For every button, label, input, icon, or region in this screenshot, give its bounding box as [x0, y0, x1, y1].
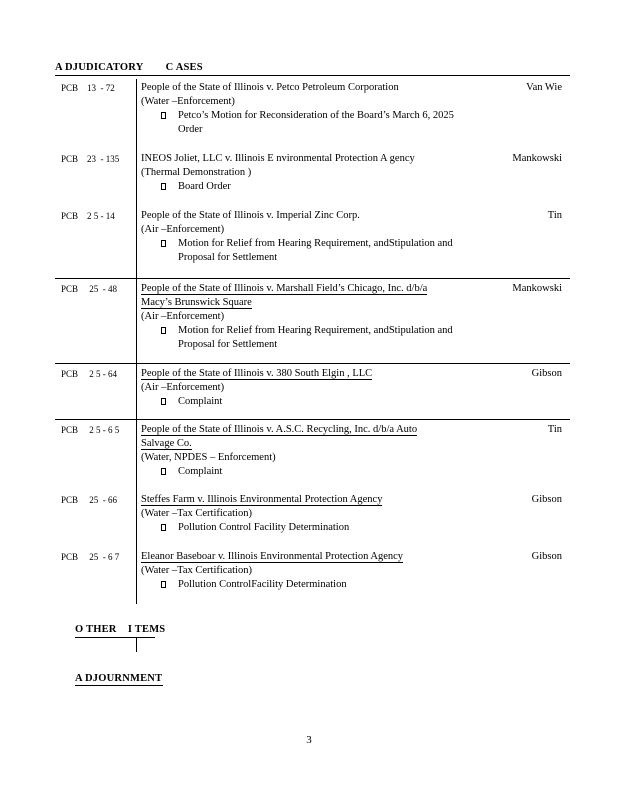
case-entry [55, 363, 570, 416]
case-number: PCB 2 5 - 14 [61, 211, 115, 221]
board-member: Gibson [531, 551, 562, 562]
checkbox-bullet-icon [161, 240, 166, 247]
case-type: (Thermal Demonstration ) [141, 167, 252, 178]
case-title [141, 550, 481, 564]
case-title-line-1: People of the State of Illinois v. 380 South Elgin , LLC [141, 368, 373, 379]
section-rule [75, 685, 163, 686]
case-items [141, 109, 481, 137]
case-number: PCB 25 - 48 [61, 284, 118, 294]
list-item [141, 465, 481, 479]
case-title-line-1: Eleanor Baseboar v. Illinois Environmental Protection Agency [141, 551, 404, 562]
item-text: Pollution Control Facility Determination [178, 522, 350, 533]
case-number: PCB 25 - 66 [61, 495, 118, 505]
list-item [141, 180, 481, 194]
case-title-line-2: Macy’s Brunswick Square [141, 297, 252, 308]
checkbox-bullet-icon [161, 112, 166, 119]
case-title-line-1: Steffes Farm v. Illinois Environmental Protection Agency [141, 494, 383, 505]
board-member: Gibson [531, 494, 562, 505]
case-items [141, 578, 481, 592]
list-item [141, 324, 481, 352]
board-member: Mankowski [512, 283, 562, 294]
board-member: Van Wie [526, 82, 562, 93]
section-heading-other-items: O THER I TEMS [75, 624, 166, 635]
page-number: 3 [306, 734, 312, 746]
case-title [141, 423, 481, 437]
case-body [141, 423, 481, 479]
item-text: Pollution ControlFacility Determination [178, 579, 347, 590]
case-type: (Water, NPDES – Enforcement) [141, 452, 276, 463]
case-title-continued [141, 296, 481, 310]
case-items [141, 237, 481, 265]
section-heading-adjudicatory-cases: A DJUDICATORY C ASES [55, 62, 203, 73]
case-number: PCB 13 - 72 [61, 83, 115, 93]
board-member: Gibson [531, 368, 562, 379]
item-text: Complaint [178, 466, 223, 477]
case-type: (Water –Tax Certification) [141, 508, 252, 519]
case-entry [55, 419, 570, 490]
case-number: PCB 2 5 - 64 [61, 369, 118, 379]
board-member: Tin [547, 210, 562, 221]
case-items [141, 324, 481, 352]
item-text: Petco’s Motion for Reconsideration of the Board’s March 6, 2025 Order [178, 110, 454, 135]
checkbox-bullet-icon [161, 398, 166, 405]
case-body [141, 81, 481, 137]
case-title: People of the State of Illinois v. Petco Petroleum Corporation [141, 82, 399, 93]
case-entry [55, 547, 570, 603]
list-item [141, 395, 481, 409]
column-divider-stub [136, 638, 137, 652]
case-type: (Air –Enforcement) [141, 382, 225, 393]
case-title [141, 493, 481, 507]
case-number: PCB 23 - 135 [61, 154, 120, 164]
case-title: People of the State of Illinois v. Imperial Zinc Corp. [141, 210, 360, 221]
case-type: (Water –Enforcement) [141, 96, 235, 107]
case-body [141, 550, 481, 592]
list-item [141, 521, 481, 535]
case-title-line-1: People of the State of Illinois v. A.S.C. Recycling, Inc. d/b/a Auto [141, 424, 418, 435]
checkbox-bullet-icon [161, 581, 166, 588]
item-text: Motion for Relief from Hearing Requirement, andStipulation and Proposal for Settlement [178, 325, 453, 350]
case-title-line-2: Salvage Co. [141, 438, 192, 449]
list-item [141, 578, 481, 592]
case-title-line-1: People of the State of Illinois v. Marshall Field’s Chicago, Inc. d/b/a [141, 283, 428, 294]
section-rule [55, 75, 570, 76]
case-entry [55, 149, 570, 207]
case-entry [55, 78, 570, 146]
case-title [141, 282, 481, 296]
case-body [141, 282, 481, 352]
case-type: (Air –Enforcement) [141, 311, 225, 322]
board-member: Mankowski [512, 153, 562, 164]
case-entry [55, 490, 570, 546]
case-body [141, 152, 481, 194]
case-type: (Air –Enforcement) [141, 224, 225, 235]
case-entry [55, 206, 570, 276]
case-items [141, 395, 481, 409]
case-number: PCB 25 - 6 7 [61, 552, 120, 562]
item-text: Board Order [178, 181, 231, 192]
case-title: INEOS Joliet, LLC v. Illinois E nvironmental Protection A gency [141, 153, 415, 164]
case-title [141, 367, 481, 381]
case-body [141, 493, 481, 535]
board-member: Tin [547, 424, 562, 435]
case-body [141, 367, 481, 409]
case-items [141, 465, 481, 479]
section-rule [75, 637, 155, 638]
case-title-continued [141, 437, 481, 451]
case-items [141, 521, 481, 535]
case-entry [55, 278, 570, 361]
item-text: Complaint [178, 396, 223, 407]
case-type: (Water –Tax Certification) [141, 565, 252, 576]
checkbox-bullet-icon [161, 327, 166, 334]
checkbox-bullet-icon [161, 524, 166, 531]
checkbox-bullet-icon [161, 468, 166, 475]
list-item [141, 237, 481, 265]
case-number: PCB 2 5 - 6 5 [61, 425, 120, 435]
list-item [141, 109, 481, 137]
checkbox-bullet-icon [161, 183, 166, 190]
item-text: Motion for Relief from Hearing Requirement, andStipulation and Proposal for Settlement [178, 238, 453, 263]
case-items [141, 180, 481, 194]
case-body [141, 209, 481, 265]
section-heading-adjournment: A DJOURNMENT [75, 673, 163, 684]
